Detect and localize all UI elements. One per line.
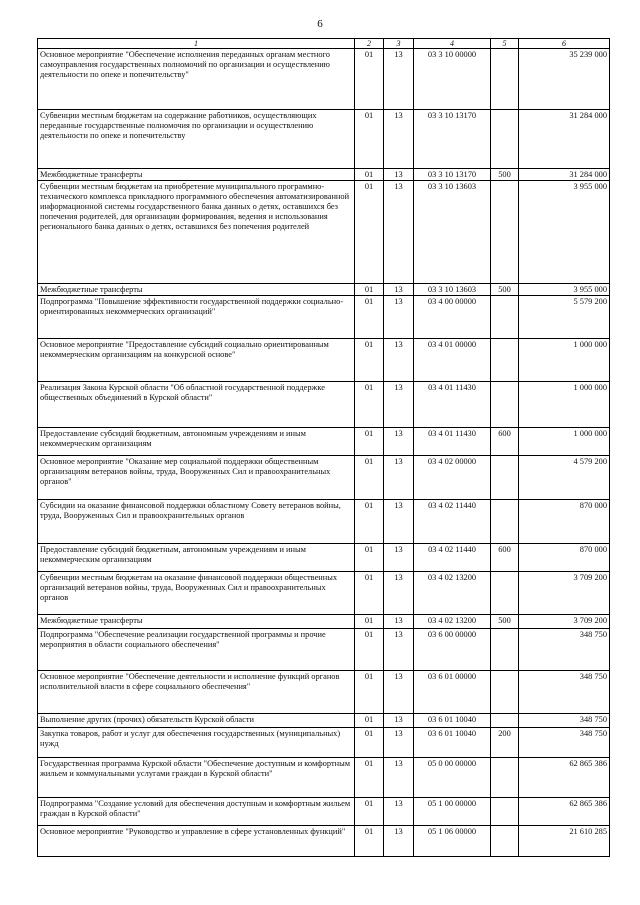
name-cell: Предоставление субсидий бюджетным, автономным учреждениям и иным некоммерческим организациям bbox=[37, 543, 354, 571]
expense-type-cell: 500 bbox=[490, 168, 518, 180]
section-cell: 01 bbox=[354, 757, 383, 797]
amount-cell: 62 865 386 bbox=[518, 757, 610, 797]
target-article-cell: 03 6 00 00000 bbox=[413, 628, 490, 670]
amount-cell: 3 955 000 bbox=[518, 283, 610, 295]
expense-type-cell bbox=[490, 757, 518, 797]
page-number: 6 bbox=[317, 18, 323, 30]
column-header: 4 bbox=[413, 38, 490, 48]
target-article-cell: 03 4 02 13200 bbox=[413, 571, 490, 614]
subsection-cell: 13 bbox=[383, 727, 413, 757]
target-article-cell: 03 6 01 00000 bbox=[413, 670, 490, 713]
expense-type-cell: 500 bbox=[490, 614, 518, 628]
target-article-cell: 03 4 02 11440 bbox=[413, 543, 490, 571]
expense-type-cell: 600 bbox=[490, 427, 518, 455]
section-cell: 01 bbox=[354, 571, 383, 614]
name-cell: Субвенции местным бюджетам на приобретение муниципального программно-технического комплекса прикладного программного обеспечения автоматизированной информационной системы государственного банка данных о детях, оставшихся без попечения родителей, для организации формирования, ведения и использования регионального банка данных о детях, оставшихся без попечения родителей bbox=[37, 180, 354, 283]
section-cell: 01 bbox=[354, 727, 383, 757]
column-header: 1 bbox=[37, 38, 354, 48]
subsection-cell: 13 bbox=[383, 670, 413, 713]
expense-type-cell bbox=[490, 295, 518, 338]
amount-cell: 35 239 000 bbox=[518, 48, 610, 109]
amount-cell: 21 610 285 bbox=[518, 825, 610, 857]
target-article-cell: 03 3 10 00000 bbox=[413, 48, 490, 109]
subsection-cell: 13 bbox=[383, 614, 413, 628]
amount-cell: 348 750 bbox=[518, 727, 610, 757]
target-article-cell: 03 4 00 00000 bbox=[413, 295, 490, 338]
target-article-cell: 03 4 02 11440 bbox=[413, 499, 490, 543]
amount-cell: 62 865 386 bbox=[518, 797, 610, 825]
name-cell: Субвенции местным бюджетам на содержание работников, осуществляющих переданные государственные полномочия по организации и осуществлению деятельности по опеке и попечительству bbox=[37, 109, 354, 168]
subsection-cell: 13 bbox=[383, 825, 413, 857]
name-cell: Субвенции местным бюджетам на оказание финансовой поддержки общественных организаций ветеранов войны, труда, Вооруженных Сил и правоохранительных органов bbox=[37, 571, 354, 614]
name-cell: Межбюджетные трансферты bbox=[37, 168, 354, 180]
section-cell: 01 bbox=[354, 283, 383, 295]
target-article-cell: 05 1 06 00000 bbox=[413, 825, 490, 857]
expense-type-cell bbox=[490, 797, 518, 825]
amount-cell: 870 000 bbox=[518, 499, 610, 543]
subsection-cell: 13 bbox=[383, 48, 413, 109]
section-cell: 01 bbox=[354, 48, 383, 109]
target-article-cell: 05 1 00 00000 bbox=[413, 797, 490, 825]
subsection-cell: 13 bbox=[383, 283, 413, 295]
target-article-cell: 03 4 02 13200 bbox=[413, 614, 490, 628]
subsection-cell: 13 bbox=[383, 381, 413, 427]
section-cell: 01 bbox=[354, 614, 383, 628]
expense-type-cell: 200 bbox=[490, 727, 518, 757]
subsection-cell: 13 bbox=[383, 168, 413, 180]
target-article-cell: 03 4 01 11430 bbox=[413, 381, 490, 427]
expense-type-cell bbox=[490, 48, 518, 109]
name-cell: Основное мероприятие "Обеспечение деятельности и исполнение функций органов исполнительной власти в сфере социального обеспечения" bbox=[37, 670, 354, 713]
target-article-cell: 03 3 10 13170 bbox=[413, 168, 490, 180]
subsection-cell: 13 bbox=[383, 628, 413, 670]
target-article-cell: 03 6 01 10040 bbox=[413, 727, 490, 757]
expense-type-cell bbox=[490, 499, 518, 543]
section-cell: 01 bbox=[354, 628, 383, 670]
amount-cell: 1 000 000 bbox=[518, 381, 610, 427]
expense-type-cell bbox=[490, 628, 518, 670]
amount-cell: 3 709 200 bbox=[518, 614, 610, 628]
name-cell: Субсидии на оказание финансовой поддержки областному Совету ветеранов войны, труда, Вооруженных Сил и правоохранительных органов bbox=[37, 499, 354, 543]
amount-cell: 3 955 000 bbox=[518, 180, 610, 283]
subsection-cell: 13 bbox=[383, 109, 413, 168]
target-article-cell: 03 3 10 13603 bbox=[413, 283, 490, 295]
column-header: 3 bbox=[383, 38, 413, 48]
name-cell: Основное мероприятие "Руководство и управление в сфере установленных функций" bbox=[37, 825, 354, 857]
section-cell: 01 bbox=[354, 713, 383, 727]
name-cell: Закупка товаров, работ и услуг для обеспечения государственных (муниципальных) нужд bbox=[37, 727, 354, 757]
name-cell: Основное мероприятие "Обеспечение исполнения переданных органам местного самоуправления государственных полномочий по организации и осуществлению деятельности по опеке и попечительству" bbox=[37, 48, 354, 109]
name-cell: Межбюджетные трансферты bbox=[37, 614, 354, 628]
name-cell: Основное мероприятие "Предоставление субсидий социально ориентированным некоммерческим организациям на конкурсной основе" bbox=[37, 338, 354, 381]
subsection-cell: 13 bbox=[383, 571, 413, 614]
amount-cell: 348 750 bbox=[518, 713, 610, 727]
name-cell: Предоставление субсидий бюджетным, автономным учреждениям и иным некоммерческим организациям bbox=[37, 427, 354, 455]
section-cell: 01 bbox=[354, 168, 383, 180]
expense-type-cell bbox=[490, 825, 518, 857]
section-cell: 01 bbox=[354, 338, 383, 381]
section-cell: 01 bbox=[354, 499, 383, 543]
subsection-cell: 13 bbox=[383, 757, 413, 797]
section-cell: 01 bbox=[354, 543, 383, 571]
amount-cell: 5 579 200 bbox=[518, 295, 610, 338]
section-cell: 01 bbox=[354, 109, 383, 168]
section-cell: 01 bbox=[354, 427, 383, 455]
amount-cell: 3 709 200 bbox=[518, 571, 610, 614]
expense-type-cell bbox=[490, 338, 518, 381]
expense-type-cell bbox=[490, 109, 518, 168]
subsection-cell: 13 bbox=[383, 455, 413, 499]
expense-type-cell bbox=[490, 713, 518, 727]
target-article-cell: 03 4 01 11430 bbox=[413, 427, 490, 455]
section-cell: 01 bbox=[354, 670, 383, 713]
subsection-cell: 13 bbox=[383, 427, 413, 455]
subsection-cell: 13 bbox=[383, 713, 413, 727]
amount-cell: 4 579 200 bbox=[518, 455, 610, 499]
subsection-cell: 13 bbox=[383, 543, 413, 571]
expense-type-cell bbox=[490, 381, 518, 427]
amount-cell: 348 750 bbox=[518, 628, 610, 670]
name-cell: Основное мероприятие "Оказание мер социальной поддержки общественным организациям ветеранов войны, труда, Вооруженных Сил и правоохранительных органов" bbox=[37, 455, 354, 499]
amount-cell: 31 284 000 bbox=[518, 109, 610, 168]
expense-type-cell bbox=[490, 180, 518, 283]
target-article-cell: 03 3 10 13170 bbox=[413, 109, 490, 168]
column-header: 6 bbox=[518, 38, 610, 48]
expense-type-cell: 600 bbox=[490, 543, 518, 571]
amount-cell: 1 000 000 bbox=[518, 338, 610, 381]
name-cell: Реализация Закона Курской области "Об областной государственной поддержке общественных объединений в Курской области" bbox=[37, 381, 354, 427]
target-article-cell: 03 4 02 00000 bbox=[413, 455, 490, 499]
column-header: 2 bbox=[354, 38, 383, 48]
name-cell: Выполнение других (прочих) обязательств Курской области bbox=[37, 713, 354, 727]
section-cell: 01 bbox=[354, 455, 383, 499]
name-cell: Государственная программа Курской области "Обеспечение доступным и комфортным жильем и коммунальными услугами граждан в Курской области" bbox=[37, 757, 354, 797]
name-cell: Межбюджетные трансферты bbox=[37, 283, 354, 295]
section-cell: 01 bbox=[354, 825, 383, 857]
amount-cell: 348 750 bbox=[518, 670, 610, 713]
section-cell: 01 bbox=[354, 295, 383, 338]
subsection-cell: 13 bbox=[383, 295, 413, 338]
expense-type-cell bbox=[490, 455, 518, 499]
name-cell: Подпрограмма "Повышение эффективности государственной поддержки социально-ориентированных некоммерческих организаций" bbox=[37, 295, 354, 338]
amount-cell: 1 000 000 bbox=[518, 427, 610, 455]
expense-type-cell: 500 bbox=[490, 283, 518, 295]
name-cell: Подпрограмма "Создание условий для обеспечения доступным и комфортным жильем граждан в Курской области" bbox=[37, 797, 354, 825]
section-cell: 01 bbox=[354, 180, 383, 283]
target-article-cell: 03 3 10 13603 bbox=[413, 180, 490, 283]
target-article-cell: 03 4 01 00000 bbox=[413, 338, 490, 381]
subsection-cell: 13 bbox=[383, 499, 413, 543]
amount-cell: 870 000 bbox=[518, 543, 610, 571]
section-cell: 01 bbox=[354, 797, 383, 825]
target-article-cell: 05 0 00 00000 bbox=[413, 757, 490, 797]
target-article-cell: 03 6 01 10040 bbox=[413, 713, 490, 727]
section-cell: 01 bbox=[354, 381, 383, 427]
name-cell: Подпрограмма "Обеспечение реализации государственной программы и прочие мероприятия в области социального обеспечения" bbox=[37, 628, 354, 670]
amount-cell: 31 284 000 bbox=[518, 168, 610, 180]
column-header: 5 bbox=[490, 38, 518, 48]
subsection-cell: 13 bbox=[383, 797, 413, 825]
expense-type-cell bbox=[490, 571, 518, 614]
subsection-cell: 13 bbox=[383, 180, 413, 283]
subsection-cell: 13 bbox=[383, 338, 413, 381]
expense-type-cell bbox=[490, 670, 518, 713]
